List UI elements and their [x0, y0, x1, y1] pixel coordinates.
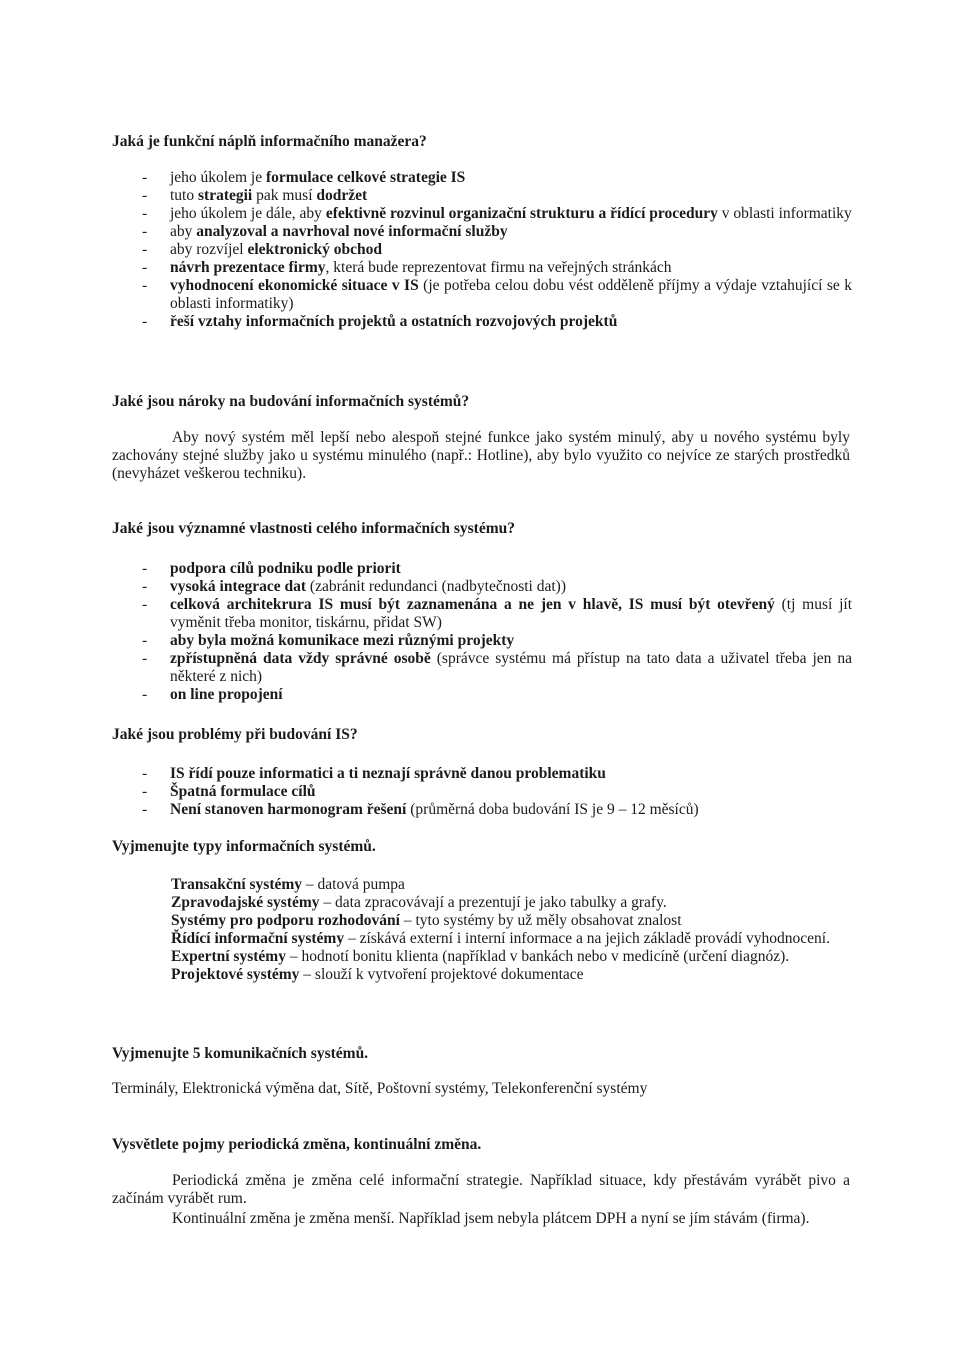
bold-text: on line propojení	[170, 686, 283, 703]
system-type-item	[171, 930, 851, 948]
question-heading-4: Jaké jsou problémy při budování IS?	[112, 726, 358, 743]
list-item	[112, 650, 852, 686]
system-type-name: Projektové systémy	[171, 966, 300, 983]
answer-paragraph-7b: Kontinuální změna je změna menší. Například jsem nebyla plátcem DPH a nyní se jím stávám (firma).	[172, 1210, 810, 1227]
bold-text: vyhodnocení ekonomické situace v IS	[170, 277, 419, 294]
text: (průměrná doba budování IS je 9 – 12 měsíců)	[406, 801, 699, 818]
question-heading-5: Vyjmenujte typy informačních systémů.	[112, 838, 376, 855]
list-item	[112, 765, 852, 783]
system-type-desc: – datová pumpa	[302, 876, 405, 893]
text: pak musí	[252, 187, 317, 204]
question-heading-3: Jaké jsou významné vlastnosti celého informačních systému?	[112, 520, 515, 537]
system-type-name: Expertní systémy	[171, 948, 286, 965]
properties-list	[112, 560, 852, 704]
answer-paragraph-7a: Periodická změna je změna celé informační strategie. Například situace, kdy přestávám vyrábět pivo a začínám vyrábět rum.	[112, 1172, 850, 1207]
text: (zabránit redundanci (nadbytečnosti dat))	[306, 578, 566, 595]
bold-text: dodržet	[316, 187, 368, 204]
text: aby rozvíjel	[170, 241, 248, 258]
list-item	[112, 223, 852, 241]
system-type-item	[171, 876, 851, 894]
text: v oblasti informatiky	[717, 205, 852, 222]
list-item	[112, 241, 852, 259]
duties-list	[112, 169, 852, 331]
list-item	[112, 578, 852, 596]
answer-paragraph-6: Terminály, Elektronická výměna dat, Sítě, Poštovní systémy, Telekonferenční systémy	[112, 1080, 648, 1097]
list-item	[112, 313, 852, 331]
text: , která bude reprezentovat firmu na veřejných stránkách	[325, 259, 672, 276]
bold-text: podpora cílů podniku podle priorit	[170, 560, 401, 577]
list-item	[112, 169, 852, 187]
system-type-name: Zpravodajské systémy	[171, 894, 320, 911]
system-type-desc: – tyto systémy by už měly obsahovat znalost	[399, 912, 682, 929]
system-type-desc: – získává externí i interní informace a na jejich základě provádí vyhodnocení.	[344, 930, 830, 947]
system-types-list	[171, 876, 851, 984]
text: tuto	[170, 187, 198, 204]
system-type-desc: – data zpracovávají a prezentují je jako tabulky a grafy.	[319, 894, 667, 911]
system-type-item	[171, 966, 851, 984]
bold-text: řeší vztahy informačních projektů a ostatních rozvojových projektů	[170, 313, 618, 330]
list-item	[112, 596, 852, 632]
answer-paragraph-2: Aby nový systém měl lepší nebo alespoň stejné funkce jako systém minulý, aby u nového systému byly zachovány stejné služby jako u systému minulého (např.: Hotline), aby bylo využito co nejvíce ze starých prostředků (nevyházet veškerou techniku).	[112, 429, 850, 482]
list-item	[112, 259, 852, 277]
text: jeho úkolem je	[170, 169, 266, 186]
system-type-item	[171, 948, 851, 966]
list-item	[112, 686, 852, 704]
bold-text: formulace celkové strategie IS	[266, 169, 466, 186]
system-type-desc: – hodnotí bonitu klienta (například v bankách nebo v medicíně (určení diagnóz).	[285, 948, 790, 965]
list-item	[112, 205, 852, 223]
bold-text: Není stanoven harmonogram řešení	[170, 801, 407, 818]
text: (je potřeba celou dobu vést odděleně příjmy a výdaje vztahující se k oblasti informatiky)	[170, 277, 852, 312]
list-item	[112, 187, 852, 205]
bold-text: analyzoval a navrhoval nové informační služby	[196, 223, 508, 240]
text: (správce systému má přístup na tato data a uživatel třeba jen na některé z nich)	[170, 650, 852, 685]
list-item	[112, 783, 852, 801]
bold-text: IS řídí pouze informatici a ti neznají správně danou problematiku	[170, 765, 606, 782]
system-type-desc: – slouží k vytvoření projektové dokumentace	[299, 966, 584, 983]
bold-text: elektronický obchod	[247, 241, 382, 258]
list-item	[112, 632, 852, 650]
question-heading-1: Jaká je funkční náplň informačního manažera?	[112, 133, 427, 150]
question-heading-6: Vyjmenujte 5 komunikačních systémů.	[112, 1045, 369, 1062]
bold-text: návrh prezentace firmy	[170, 259, 326, 276]
list-item	[112, 801, 852, 819]
system-type-item	[171, 912, 851, 930]
system-type-name: Transakční systémy	[171, 876, 303, 893]
question-heading-2: Jaké jsou nároky na budování informačních systémů?	[112, 393, 470, 410]
text: (tj musí jít vyměnit třeba monitor, tiskárnu, přidat SW)	[170, 596, 853, 631]
bold-text: vysoká integrace dat	[170, 578, 307, 595]
system-type-name: Systémy pro podporu rozhodování	[171, 912, 400, 929]
bold-text: efektivně rozvinul organizační strukturu a řídící procedury	[325, 205, 718, 222]
list-item	[112, 277, 852, 313]
text: aby	[170, 223, 197, 240]
bold-text: strategii	[198, 187, 253, 204]
bold-text: Špatná formulace cílů	[170, 783, 316, 800]
bold-text: zpřístupněná data vždy správné osobě	[170, 650, 431, 667]
problems-list	[112, 765, 852, 819]
system-type-name: Řídící informační systémy	[171, 930, 345, 947]
bold-text: celková architekrura IS musí být zaznamenána a ne jen v hlavě, IS musí být otevřený	[170, 596, 775, 613]
question-heading-7: Vysvětlete pojmy periodická změna, kontinuální změna.	[112, 1136, 482, 1153]
bold-text: aby byla možná komunikace mezi různými projekty	[170, 632, 515, 649]
list-item	[112, 560, 852, 578]
system-type-item	[171, 894, 851, 912]
text: jeho úkolem je dále, aby	[170, 205, 326, 222]
